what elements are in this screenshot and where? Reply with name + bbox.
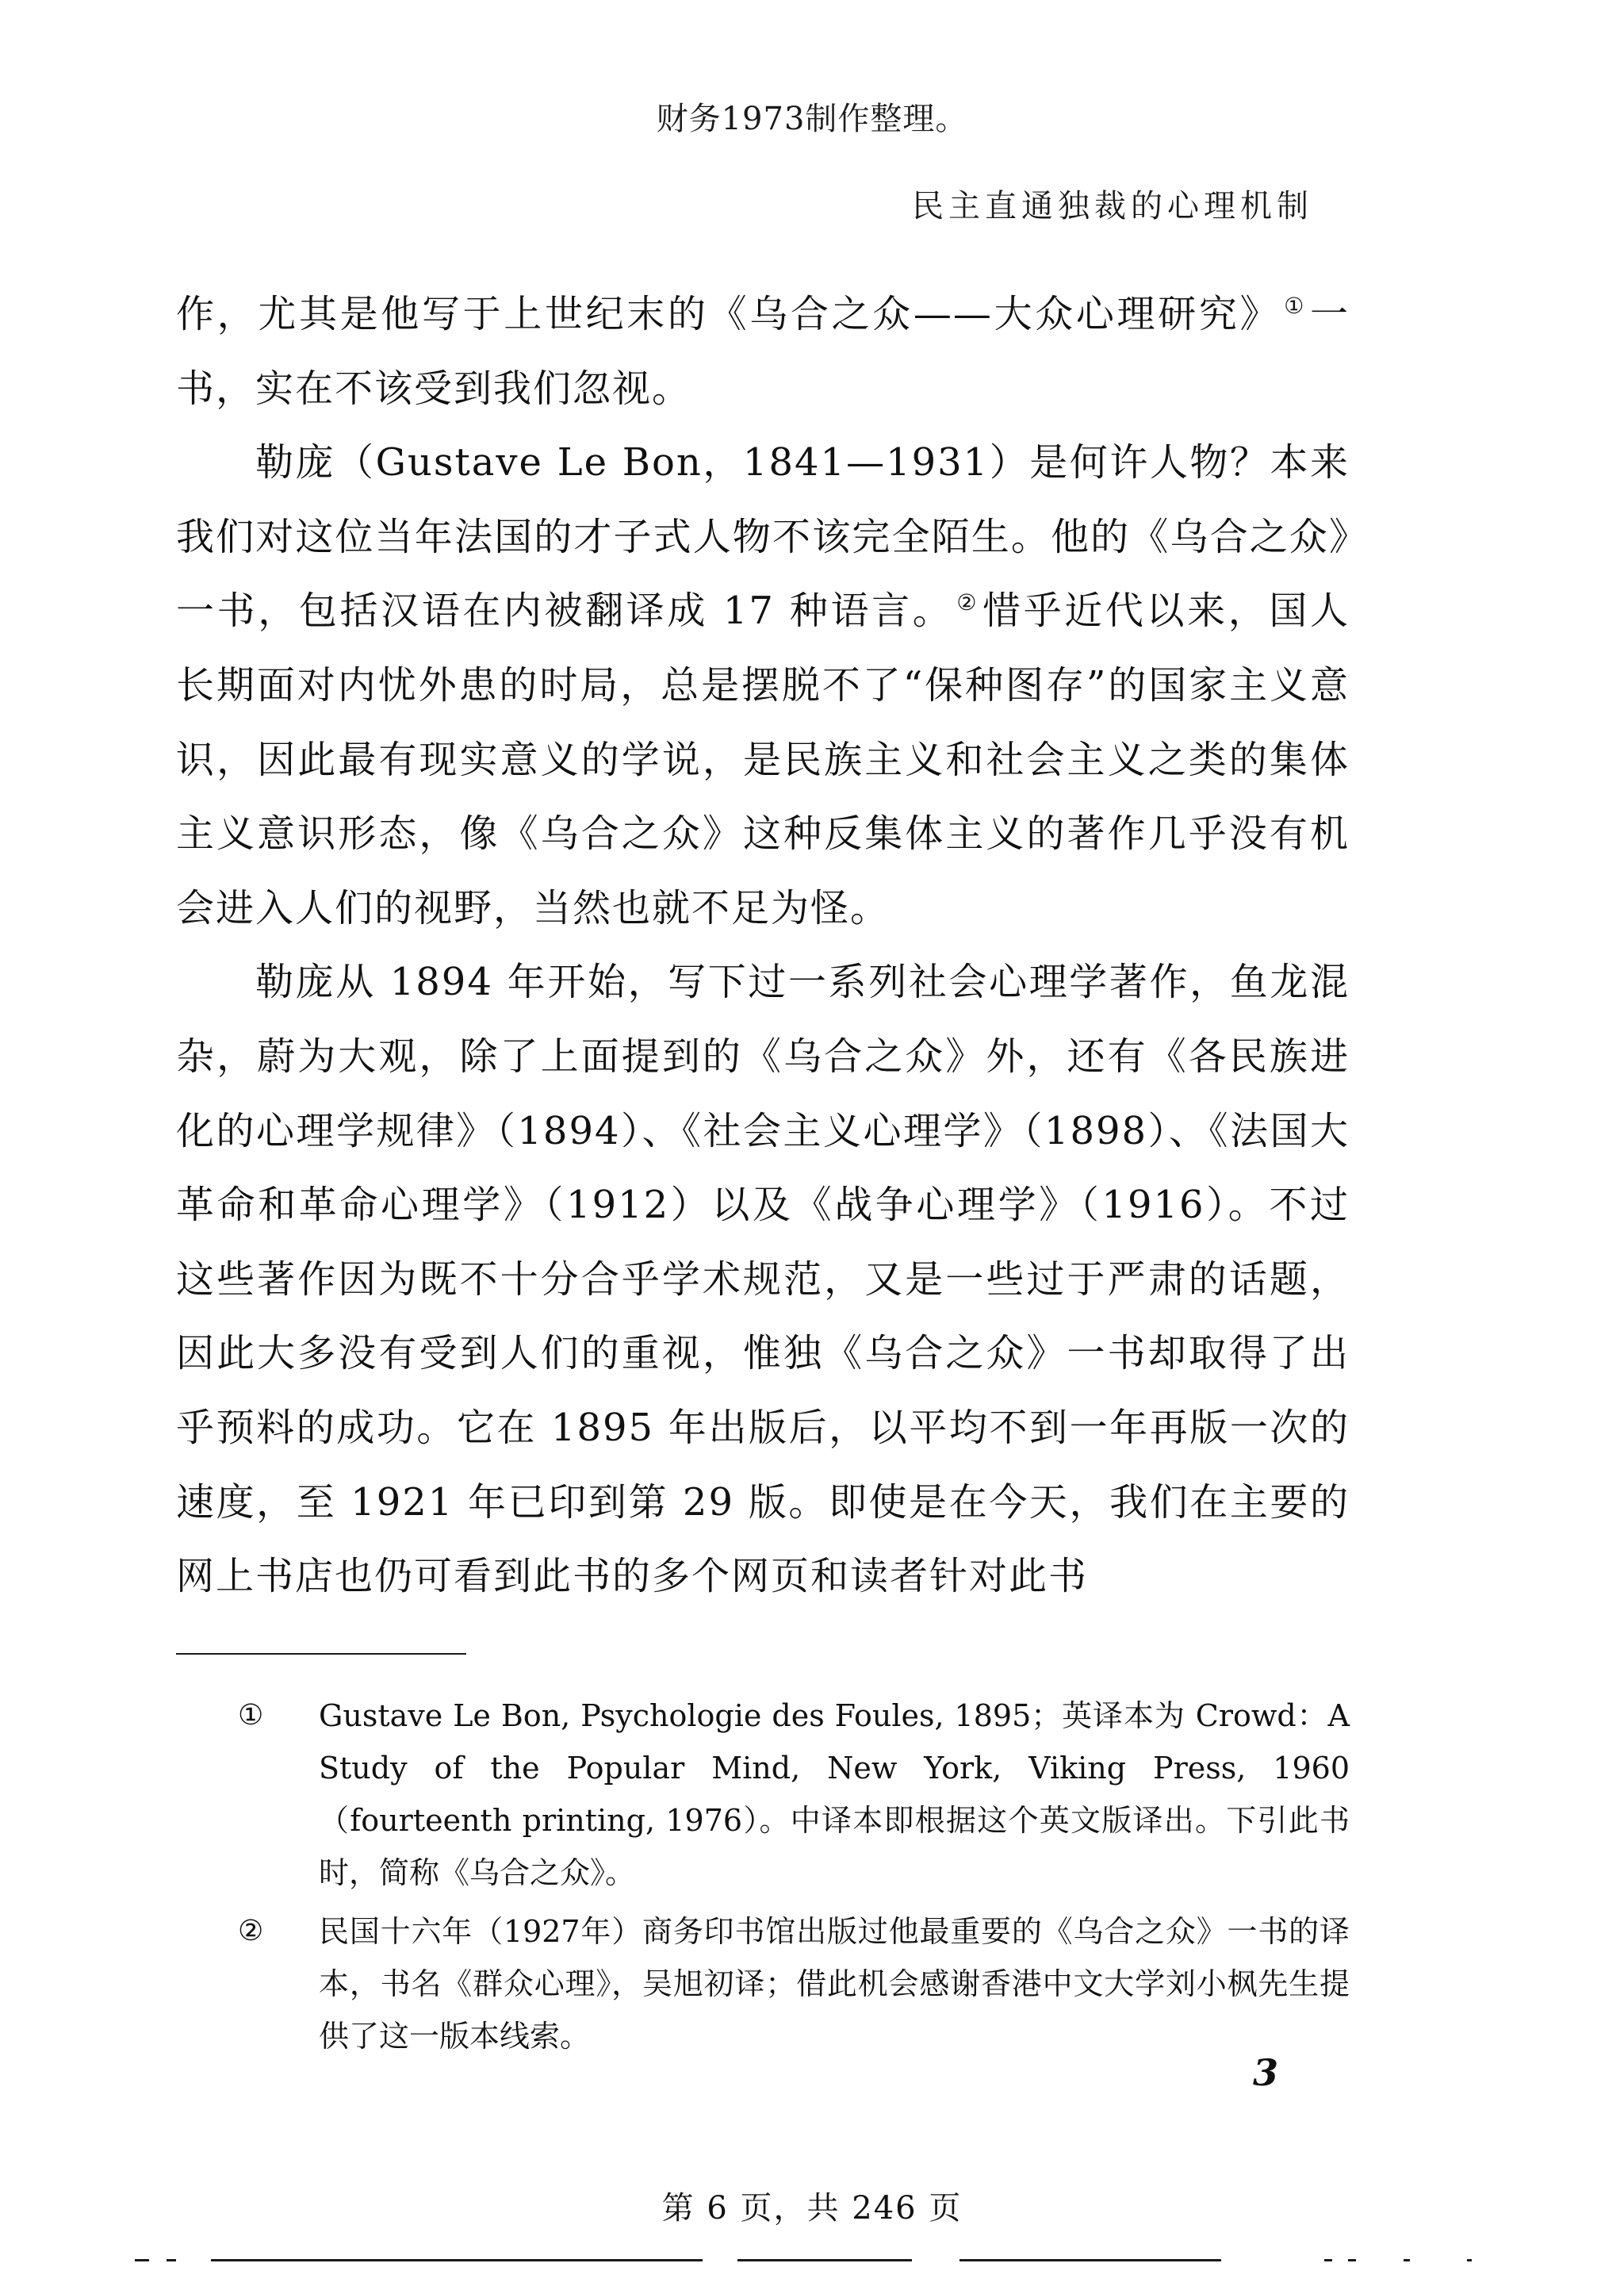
footnote-2 xyxy=(176,1905,1350,2062)
footnote-1-mark: ① xyxy=(238,1699,264,1732)
paragraph-1-text-b: 一书，实在不该受到我们忽视。 xyxy=(176,292,1350,411)
watermark-text: 财务1973制作整理。 xyxy=(656,101,968,137)
paragraph-2-text-a: 勒庞（Gustave Le Bon，1841—1931）是何许人物？本来我们对这位当年法国的才子式人物不该完全陌生。他的《乌合之众》一书，包括汉语在内被翻译成 17 种语言。 xyxy=(176,440,1350,634)
footnote-2-mark: ② xyxy=(238,1915,264,1947)
page-number: 3 xyxy=(1252,2051,1278,2094)
running-head: 民主直通独裁的心理机制 xyxy=(912,188,1313,224)
footnote-ref-1: ① xyxy=(1284,293,1307,319)
paragraph-2-text-b: 惜乎近代以来，国人长期面对内忧外患的时局，总是摆脱不了“保种图存”的国家主义意识，因此最有现实意义的学说，是民族主义和社会主义之类的集体主义意识形态，像《乌合之众》这种反集体主义的著作几乎没有机会进入人们的视野，当然也就不足为怪。 xyxy=(176,589,1350,930)
page-indicator: 第 6 页，共 246 页 xyxy=(661,2190,963,2227)
footnote-2-text: 民国十六年（1927年）商务印书馆出版过他最重要的《乌合之众》一书的译本，书名《群众心理》，吴旭初译；借此机会感谢香港中文大学刘小枫先生提供了这一版本线索。 xyxy=(319,1914,1350,2054)
scan-border-artifact xyxy=(135,2259,1483,2265)
footnote-1-text: Gustave Le Bon, Psychologie des Foules, 1895；英译本为 Crowd：A Study of the Popular Mind, New York, Viking Press, 1960（fourteenth printing, 1976）。中译本即根据这个英文版译出。下引此书时，简称《乌合之众》。 xyxy=(319,1698,1350,1890)
footnote-1 xyxy=(176,1690,1350,1899)
paragraph-3: 勒庞从 1894 年开始，写下过一系列社会心理学著作，鱼龙混杂，蔚为大观，除了上面提到的《乌合之众》外，还有《各民族进化的心理学规律》（1894）、《社会主义心理学》（1898）、《法国大革命和革命心理学》（1912）以及《战争心理学》（1916）。不过这些著作因为既不十分合乎学术规范，又是一些过于严肃的话题，因此大多没有受到人们的重视，惟独《乌合之众》一书却取得了出乎预料的成功。它在 1895 年出版后，以平均不到一年再版一次的速度，至 1921 年已印到第 29 版。即使是在今天，我们在主要的网上书店也仍可看到此书的多个网页和读者针对此书 xyxy=(176,960,1350,1599)
paragraph-2 xyxy=(176,426,1350,946)
paragraph-1-text-a: 作，尤其是他写于上世纪末的《乌合之众——大众心理研究》 xyxy=(176,292,1281,336)
footnote-ref-2: ② xyxy=(956,589,980,616)
body-text xyxy=(176,278,1350,1614)
footnotes xyxy=(176,1690,1350,2069)
paragraph-1 xyxy=(176,278,1350,426)
footnote-divider xyxy=(176,1653,466,1655)
